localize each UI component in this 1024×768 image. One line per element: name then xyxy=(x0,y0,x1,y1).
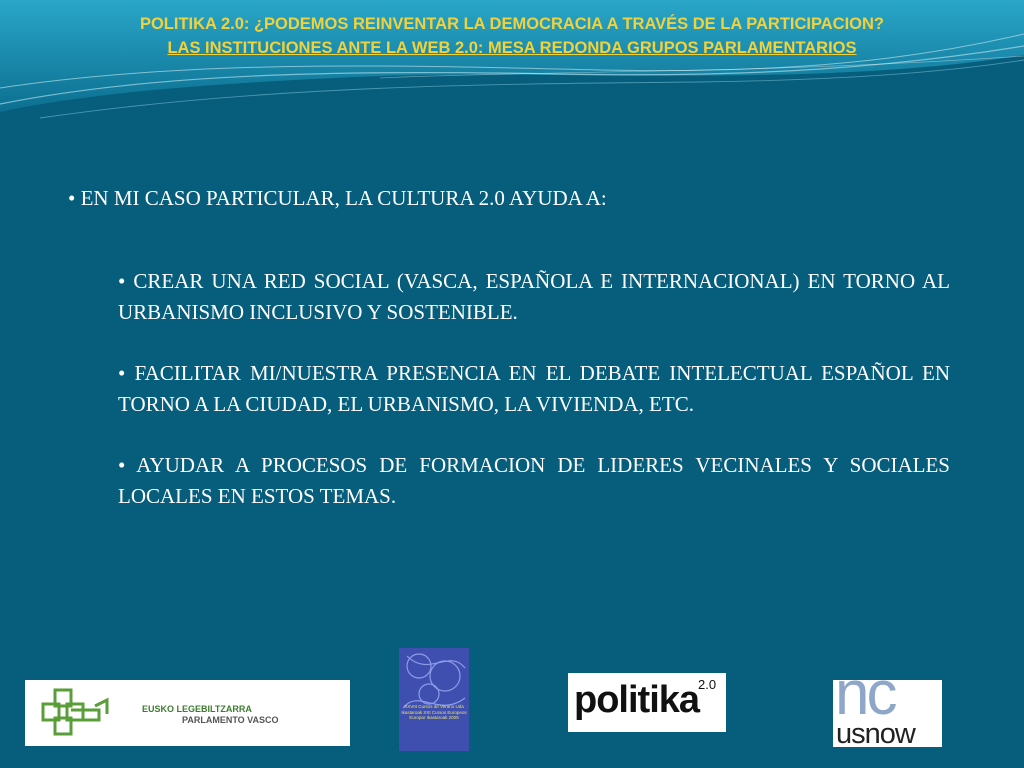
slide-body xyxy=(68,182,950,542)
usnow-logo xyxy=(833,680,942,747)
swirl-pattern-icon xyxy=(399,648,469,751)
usnow-mark: nc xyxy=(835,680,895,728)
title-line-2: LAS INSTITUCIONES ANTE LA WEB 2.0: MESA REDONDA GRUPOS PARLAMENTARIOS xyxy=(167,39,857,57)
politika-wordmark: politika xyxy=(574,679,700,721)
parlamento-name-spanish: PARLAMENTO VASCO xyxy=(182,715,279,725)
bullet-item-lideres: • AYUDAR A PROCESOS DE FORMACION DE LIDERES VECINALES Y SOCIALES LOCALES EN ESTOS TEMAS. xyxy=(118,453,950,508)
bullet-list xyxy=(118,266,950,512)
parlamento-emblem-icon xyxy=(25,680,135,746)
bullet-item-debate: • FACILITAR MI/NUESTRA PRESENCIA EN EL DEBATE INTELECTUAL ESPAÑOL EN TORNO A LA CIUDAD, EL URBANISMO, LA VIVIENDA, ETC. xyxy=(118,361,950,416)
bullet-item-red-social: • CREAR UNA RED SOCIAL (VASCA, ESPAÑOLA E INTERNACIONAL) EN TORNO AL URBANISMO INCLUSIVO Y SOSTENIBLE. xyxy=(118,269,950,324)
cursos-verano-logo xyxy=(399,648,469,751)
parlamento-name-basque: EUSKO LEGEBILTZARRA xyxy=(142,704,252,714)
politika-logo xyxy=(568,673,726,732)
usnow-wordmark: usnow xyxy=(836,718,915,747)
slide-title xyxy=(0,12,1024,60)
lead-bullet: • EN MI CASO PARTICULAR, LA CULTURA 2.0 AYUDA A: xyxy=(68,186,607,210)
title-line-1: POLITIKA 2.0: ¿PODEMOS REINVENTAR LA DEMOCRACIA A TRAVÉS DE LA PARTICIPACION? xyxy=(139,15,885,33)
politika-version: 2.0 xyxy=(698,677,717,692)
cursos-verano-text: XXVIII Cursos de Verano Uda Ikastaroak XXI Cursos Europeos Europar Ikastaroak 2009 xyxy=(401,704,467,720)
parlamento-vasco-logo xyxy=(25,680,350,746)
